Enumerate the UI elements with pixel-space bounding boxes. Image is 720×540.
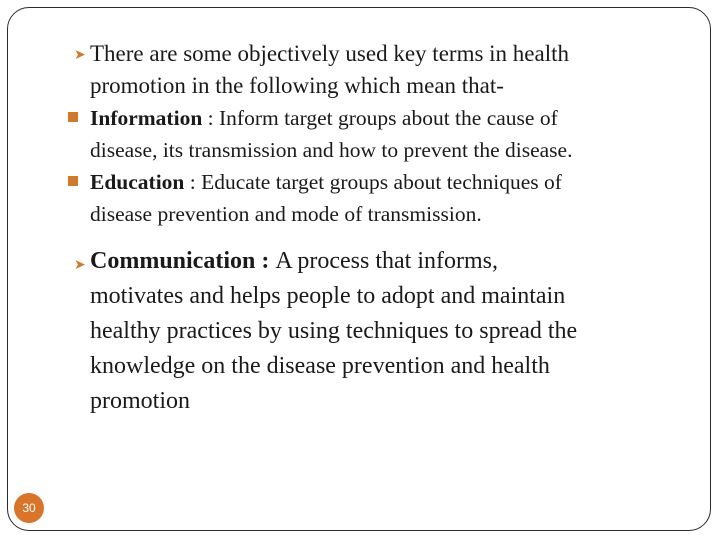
communication-line-2: motivates and helps people to adopt and maintain [90,283,566,309]
education-term: Education [90,170,185,194]
slide-content [70,38,690,419]
communication-line-1: A process that informs, [275,248,498,274]
communication-line-4: knowledge on the disease prevention and health [90,353,550,379]
communication-line-2-row [70,279,690,314]
intro-continuation [70,70,690,102]
information-item [70,102,690,134]
intro-line-2: promotion in the following which mean that- [90,73,504,98]
communication-line-5-row [70,384,690,419]
education-item [70,166,690,198]
education-line-1: : Educate target groups about techniques of [184,170,562,194]
square-bullet-icon [68,112,78,122]
page-number-badge [14,493,44,523]
communication-term: Communication : [90,248,276,274]
page-number: 30 [22,501,36,515]
education-continuation [70,198,690,230]
communication-line-4-row [70,349,690,384]
intro-line-1: There are some objectively used key terms in health [90,41,569,66]
communication-bullet [70,244,690,279]
communication-line-3: healthy practices by using techniques to spread the [90,318,578,344]
information-term: Information [90,106,203,130]
information-line-1: : Inform target groups about the cause of [202,106,558,130]
information-continuation [70,134,690,166]
education-line-2: disease prevention and mode of transmission. [90,202,482,226]
arrow-bullet-icon: ➤ [74,48,86,63]
information-line-2: disease, its transmission and how to prevent the disease. [90,138,573,162]
communication-line-5: promotion [90,388,190,414]
communication-line-3-row [70,314,690,349]
intro-bullet [70,38,690,70]
square-bullet-icon [68,176,78,186]
arrow-bullet-icon: ➤ [74,258,86,273]
